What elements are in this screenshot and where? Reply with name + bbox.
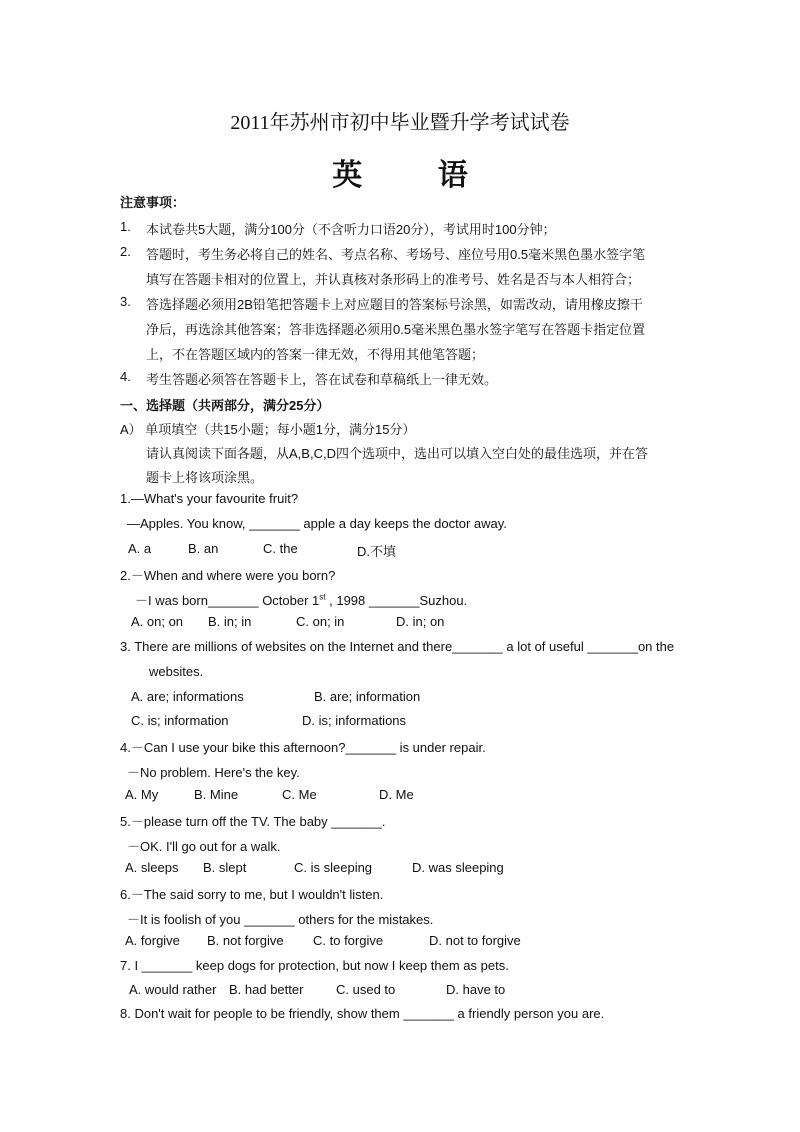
question-4-answer: －No problem. Here's the key.: [127, 765, 300, 780]
notice-item-3-line-2: 净后，再选涂其他答案；答非选择题必须用0.5毫米黑色墨水签字笔写在答题卡指定位置: [146, 322, 646, 337]
question-3-option-b: B. are; information: [314, 689, 421, 704]
question-1-option-a: A. a: [128, 541, 152, 556]
question-3-option-d: D. is; informations: [302, 713, 407, 728]
question-4-option-b: B. Mine: [194, 787, 239, 802]
subject-title: 英 语: [332, 159, 502, 192]
question-2-option-b: B. in; in: [208, 614, 252, 629]
exam-title: 2011年苏州市初中毕业暨升学考试试卷: [230, 112, 570, 134]
section-1-heading: 一、选择题（共两部分，满分25分）: [120, 398, 330, 413]
question-2-option-c: C. on; in: [296, 614, 345, 629]
question-3-option-c: C. is; information: [131, 713, 229, 728]
question-1-option-c: C. the: [263, 541, 298, 556]
question-7-option-d: D. have to: [446, 982, 506, 997]
question-8-stem: 8. Don't wait for people to be friendly, show them _______ a friendly person you are.: [120, 1006, 605, 1021]
question-2-option-a: A. on; on: [131, 614, 184, 629]
instructions-line-2: 题卡上将该项涂黑。: [146, 470, 264, 485]
question-7-option-a: A. would rather: [129, 982, 217, 997]
notice-item-3-line-3: 上，不在答题区域内的答案一律无效，不得用其他笔答题；: [146, 347, 485, 362]
notice-item-3-num: 3.: [120, 294, 131, 309]
question-6-stem: 6.－The said sorry to me, but I wouldn't listen.: [120, 887, 384, 902]
notice-item-4-num: 4.: [120, 369, 131, 384]
question-3-option-a: A. are; informations: [131, 689, 244, 704]
question-2-superscript: st: [319, 592, 326, 602]
instructions-line-1: 请认真阅读下面各题，从A,B,C,D四个选项中，选出可以填入空白处的最佳选项，并在答: [146, 446, 648, 461]
part-a-heading: A） 单项填空（共15小题；每小题1分，满分15分）: [120, 422, 416, 437]
question-1-stem: 1.—What's your favourite fruit?: [120, 491, 299, 506]
question-4-option-d: D. Me: [379, 787, 414, 802]
question-3-stem-continued: websites.: [149, 664, 204, 679]
question-6-option-c: C. to forgive: [313, 933, 384, 948]
question-1-option-d: D.不填: [357, 544, 397, 559]
question-4-stem: 4.－Can I use your bike this afternoon?_______ is under repair.: [120, 740, 486, 755]
notice-heading: 注意事项：: [120, 195, 186, 210]
question-5-option-a: A. sleeps: [125, 860, 179, 875]
question-5-option-d: D. was sleeping: [412, 860, 504, 875]
notice-item-2-line-2: 填写在答题卡相对的位置上，并认真核对条形码上的准考号、姓名是否与本人相符合；: [146, 272, 641, 287]
notice-item-2-num: 2.: [120, 244, 131, 259]
notice-item-2-line-1: 答题时，考生务必将自己的姓名、考点名称、考场号、座位号用0.5毫米黑色墨水签字笔: [146, 247, 646, 262]
question-7-stem: 7. I _______ keep dogs for protection, but now I keep them as pets.: [120, 958, 509, 973]
question-1-option-b: B. an: [188, 541, 219, 556]
question-6-option-a: A. forgive: [125, 933, 180, 948]
question-6-answer: －It is foolish of you _______ others for the mistakes.: [127, 912, 434, 927]
question-5-answer: －OK. I'll go out for a walk.: [127, 839, 281, 854]
question-5-stem: 5.－please turn off the TV. The baby _______.: [120, 814, 386, 829]
notice-item-4-line-1: 考生答题必须答在答题卡上，答在试卷和草稿纸上一律无效。: [146, 372, 498, 387]
question-6-option-b: B. not forgive: [207, 933, 284, 948]
question-7-option-b: B. had better: [229, 982, 304, 997]
question-7-option-c: C. used to: [336, 982, 396, 997]
question-2-answer-part-1: －I was born_______ October 1: [135, 593, 320, 608]
question-2-answer-part-2: , 1998 _______Suzhou.: [325, 593, 468, 608]
question-2-option-d: D. in; on: [396, 614, 445, 629]
question-4-option-c: C. Me: [282, 787, 317, 802]
notice-item-1-num: 1.: [120, 219, 131, 234]
notice-item-1-line-1: 本试卷共5大题，满分100分（不含听力口语20分），考试用时100分钟；: [146, 222, 556, 237]
question-5-option-c: C. is sleeping: [294, 860, 373, 875]
notice-item-3-line-1: 答选择题必须用2B铅笔把答题卡上对应题目的答案标号涂黑，如需改动，请用橡皮擦干: [146, 297, 643, 312]
question-3-stem: 3. There are millions of websites on the Internet and there_______ a lot of useful _______on the: [120, 639, 675, 654]
question-6-option-d: D. not to forgive: [429, 933, 521, 948]
question-2-stem: 2.－When and where were you born?: [120, 568, 336, 583]
question-4-option-a: A. My: [125, 787, 159, 802]
question-2-answer: [135, 590, 467, 609]
question-1-answer: —Apples. You know, _______ apple a day keeps the doctor away.: [127, 516, 507, 531]
question-5-option-b: B. slept: [203, 860, 247, 875]
